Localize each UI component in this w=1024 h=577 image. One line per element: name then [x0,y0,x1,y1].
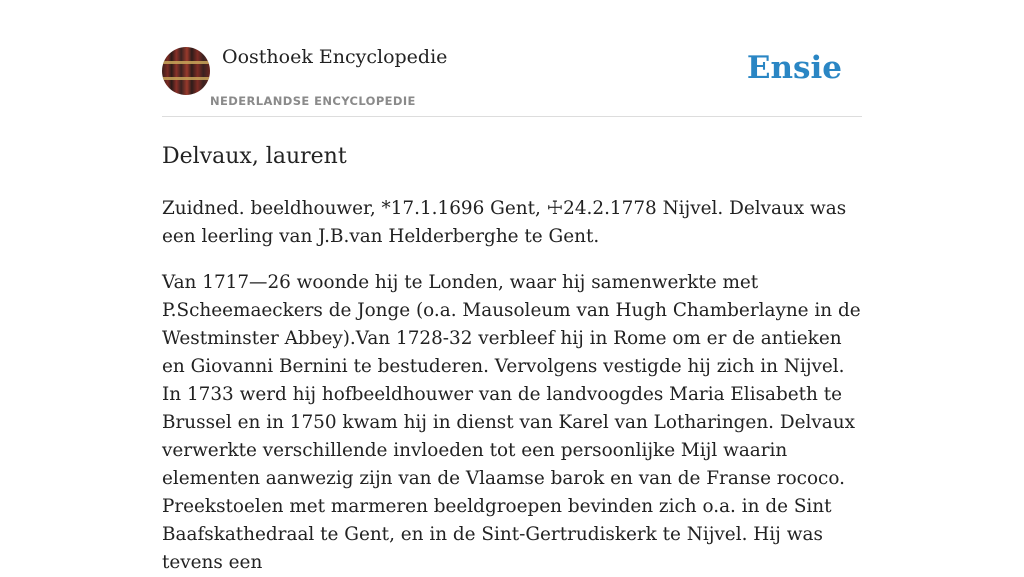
site-name[interactable]: Oosthoek Encyclopedie [222,46,448,68]
encyclopedia-books-icon[interactable] [162,47,210,95]
article-paragraph: Zuidned. beeldhouwer, *17.1.1696 Gent, ☩24.2.1778 Nijvel. Delvaux was een leerling van J.B.van Helderberghe te Gent. [162,198,847,247]
site-header [162,0,862,117]
brand-logo[interactable]: Ensie [746,50,842,86]
logo-band [162,61,210,64]
article-paragraph: Van 1717—26 woonde hij te Londen, waar hij samenwerkte met P.Scheemaeckers de Jonge (o.a. Mausoleum van Hugh Chamberlayne in de Westminster Abbey).Van 1728-32 verbleef hij in Rome om er de antieken en Giovanni Bernini te bestuderen. Vervolgens vestigde hij zich in Nijvel. In 1733 werd hij hofbeeldhouwer van de landvoogdes Maria Elisabeth te Brussel en in 1750 kwam hij in dienst van Karel van Lotharingen. Delvaux verwerkte verschillende invloeden tot een persoonlijke Mijl waarin elementen aanwezig zijn van de Vlaamse barok en van de Franse rococo. Preekstoelen met marmeren beeldgroepen bevinden zich o.a. in de Sint Baafskathedraal te Gent, en in de Sint-Gertrudiskerk te Nijvel. Hij was tevens een [162,272,861,573]
page-content [162,0,862,577]
site-tagline: NEDERLANDSE ENCYCLOPEDIE [210,94,416,108]
article-title: Delvaux, laurent [162,144,347,169]
logo-band [162,77,210,80]
